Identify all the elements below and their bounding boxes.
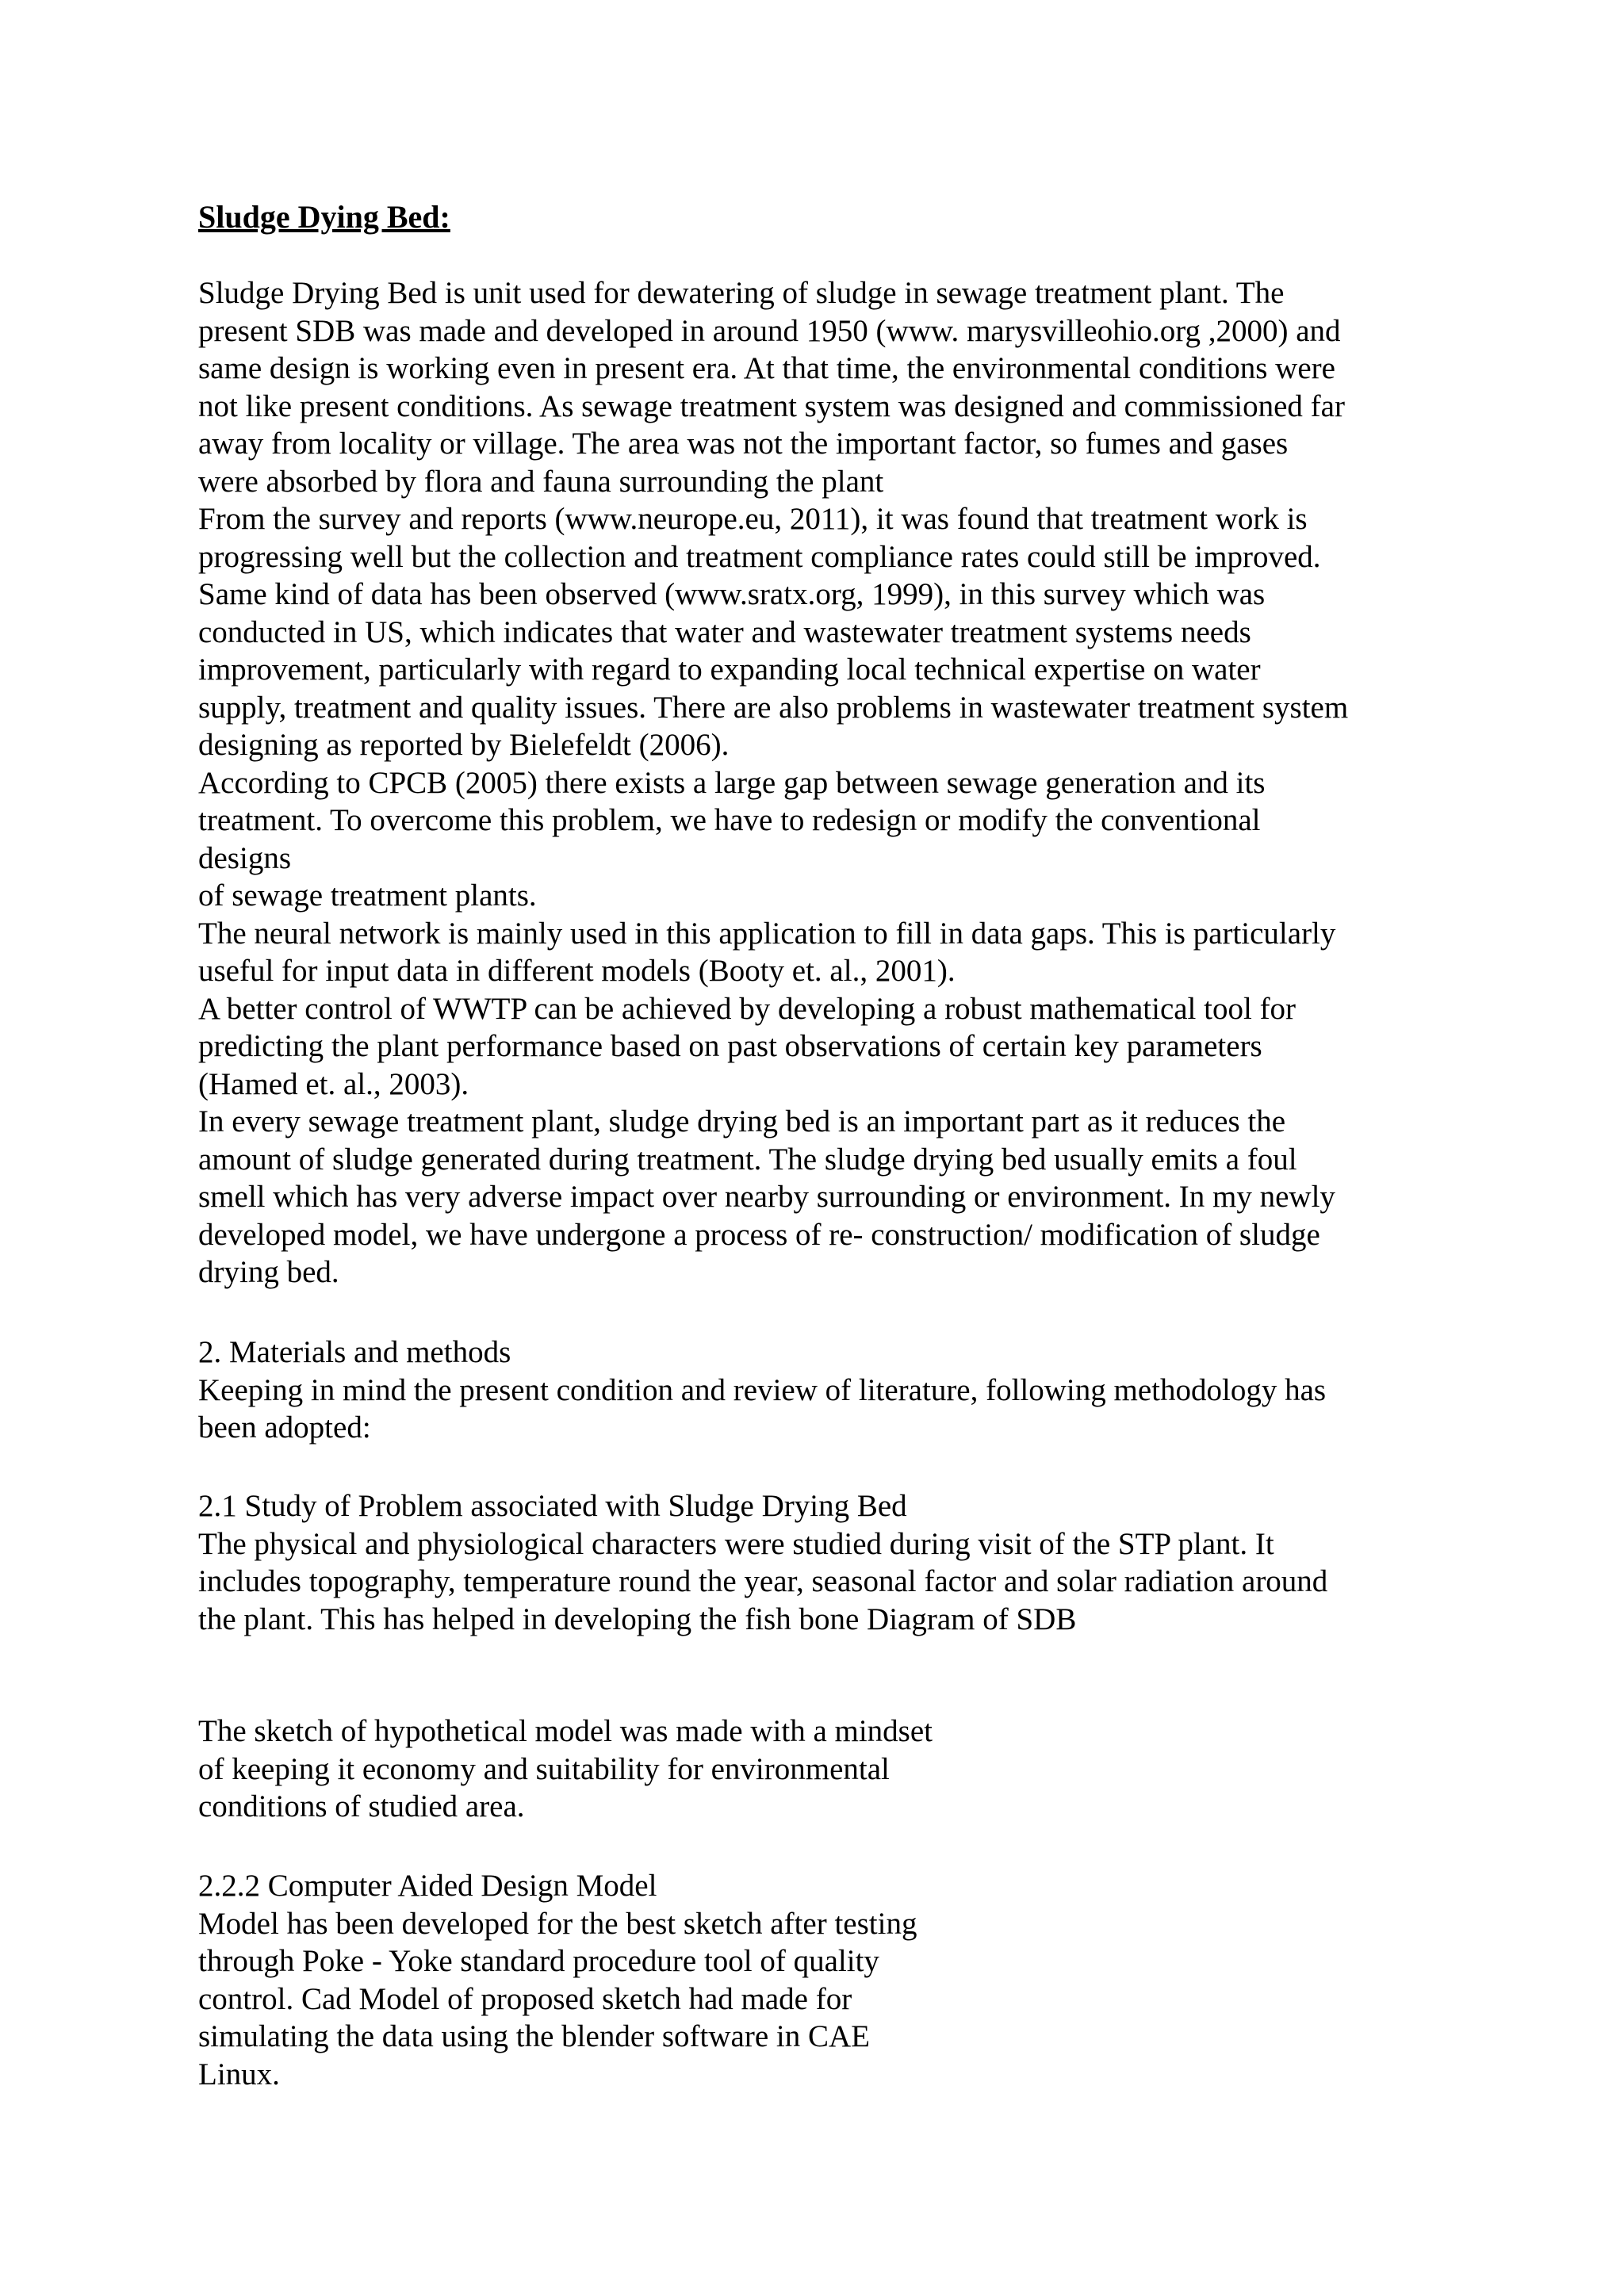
cad-model-paragraph: 2.2.2 Computer Aided Design Model Model has been developed for the best sketch after testing through Poke - Yoke standard procedure tool of quality control. Cad Model of proposed sketch had made for simulating the data using the blender software in CAE Linux.: [198, 1869, 917, 2091]
sketch-paragraph: The sketch of hypothetical model was made with a mindset of keeping it economy and suitability for environmental conditions of studied area.: [198, 1714, 933, 1823]
document-title: Sludge Dying Bed:: [198, 199, 450, 235]
intro-paragraph: Sludge Drying Bed is unit used for dewatering of sludge in sewage treatment plant. The present SDB was made and developed in around 1950 (www. marysvilleohio.org ,2000) and same design is working even in present era. At that time, the environmental conditions were not like present conditions. As sewage treatment system was designed and commissioned far away from locality or village. The area was not the important factor, so fumes and gases were absorbed by flora and fauna surrounding the plant From the survey and reports (www.neurope.eu, 2011), it was found that treatment work is progressing well but the collection and treatment compliance rates could still be improved. Same kind of data has been observed (www.sratx.org, 1999), in this survey which was conducted in US, which indicates that water and wastewater treatment systems needs improvement, particularly with regard to expanding local technical expertise on water supply, treatment and quality issues. There are also problems in wastewater treatment system designing as reported by Bielefeldt (2006). According to CPCB (2005) there exists a large gap between sewage generation and its treatment. To overcome this problem, we have to redesign or modify the conventional designs of sewage treatment plants. The neural network is mainly used in this application to fill in data gaps. This is particularly useful for input data in different models (Booty et. al., 2001). A better control of WWTP can be achieved by developing a robust mathematical tool for predicting the plant performance based on past observations of certain key parameters (Hamed et. al., 2003). In every sewage treatment plant, sludge drying bed is an important part as it reduces the amount of sludge generated during treatment. The sludge drying bed usually emits a foul smell which has very adverse impact over nearby surrounding or environment. In my newly developed model, we have undergone a process of re- construction/ modification of sludge drying bed.: [198, 276, 1349, 1289]
materials-methods-paragraph: 2. Materials and methods Keeping in mind the present condition and review of literature, following methodology has been adopted:: [198, 1335, 1327, 1445]
study-of-problem-paragraph: 2.1 Study of Problem associated with Sludge Drying Bed The physical and physiological characters were studied during visit of the STP plant. It includes topography, temperature round the year, seasonal factor and solar radiation around the plant. This has helped in developing the fish bone Diagram of SDB: [198, 1489, 1328, 1636]
